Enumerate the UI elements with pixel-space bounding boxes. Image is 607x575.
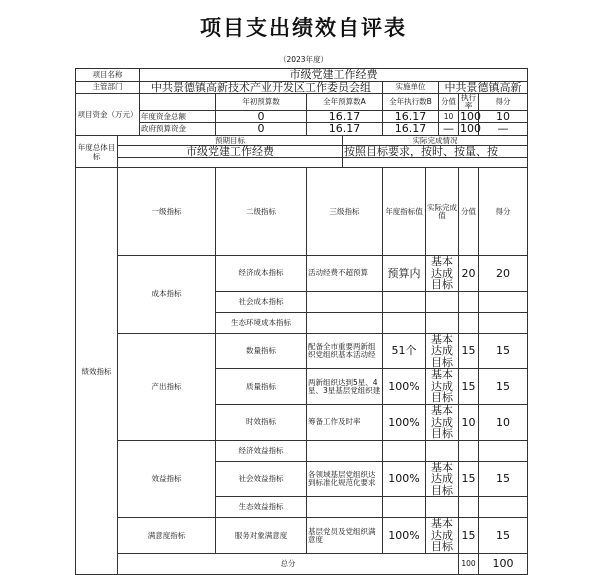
score-value-cell — [459, 497, 479, 518]
full-year-header: 全年预算数A — [307, 94, 383, 111]
page-title: 项目支出绩效自评表 — [200, 15, 407, 40]
actual-completion-label: 实际完成情况 — [343, 135, 528, 145]
annual-value-cell: 100% — [383, 369, 426, 405]
evaluation-table — [75, 68, 528, 575]
score-cell — [479, 497, 528, 518]
funds-row-name: 年度资金总额 — [140, 110, 216, 123]
score-cell — [479, 291, 528, 312]
score-header: 得分 — [479, 94, 528, 111]
total-label: 总分 — [118, 553, 459, 574]
annual-value-header: 年度指标值 — [383, 168, 426, 256]
score-value-header: 分值 — [439, 94, 459, 111]
project-name-label: 项目名称 — [76, 69, 140, 82]
level3-cell — [307, 312, 383, 333]
funds-score-value: 10 — [439, 110, 459, 123]
score-value-cell: 15 — [459, 333, 479, 369]
overall-header-row — [76, 135, 528, 145]
actual-value-cell: 基本达成目标 — [426, 256, 459, 292]
funds-full-year: 16.17 — [307, 110, 383, 123]
annual-value-cell — [383, 440, 426, 461]
score-cell — [479, 312, 528, 333]
level1-output: 产出指标 — [118, 333, 216, 440]
implementing-unit-value: 中共景德镇高新 — [439, 81, 528, 94]
funds-gov-row — [76, 123, 528, 136]
level3-cell: 各领域基层党组织达到标准化规范化要求 — [307, 461, 383, 497]
funds-score: — — [479, 123, 528, 136]
score-cell: 15 — [479, 333, 528, 369]
level3-cell — [307, 497, 383, 518]
actual-value-cell — [426, 312, 459, 333]
department-row — [76, 81, 528, 94]
level3-header: 三级指标 — [307, 168, 383, 256]
exec-rate-header: 执行率 — [459, 94, 479, 111]
actual-value-header: 实际完成值 — [426, 168, 459, 256]
level3-cell: 基层党员及党组织满意度 — [307, 518, 383, 554]
annual-value-cell — [383, 312, 426, 333]
level2-cell: 数量指标 — [216, 333, 307, 369]
level3-cell — [307, 440, 383, 461]
score-cell: 15 — [479, 518, 528, 554]
score-value-cell: 15 — [459, 461, 479, 497]
overall-content-row — [76, 145, 528, 158]
score-value-cell — [459, 440, 479, 461]
year-start-header: 年初预算数 — [216, 94, 307, 111]
total-score-value: 100 — [459, 553, 479, 574]
annual-value-cell — [383, 291, 426, 312]
score-value-cell: 20 — [459, 256, 479, 292]
indicator-header-row — [76, 168, 528, 256]
indicator-row — [76, 333, 528, 369]
level3-cell — [307, 291, 383, 312]
level2-cell: 社会效益指标 — [216, 461, 307, 497]
level1-satisfaction: 满意度指标 — [118, 518, 216, 554]
actual-value-cell: 基本达成目标 — [426, 369, 459, 405]
level1-cost: 成本指标 — [118, 256, 216, 334]
total-score: 100 — [479, 553, 528, 574]
executed-header: 全年执行数B — [383, 94, 439, 111]
indicator-row — [76, 518, 528, 554]
actual-value-cell: 基本达成目标 — [426, 461, 459, 497]
project-name-row — [76, 69, 528, 82]
annual-value-cell: 预算内 — [383, 256, 426, 292]
level2-cell: 生态效益指标 — [216, 497, 307, 518]
funds-exec-rate: 100 — [460, 109, 481, 123]
indicator-row — [76, 256, 528, 292]
annual-value-cell: 51个 — [383, 333, 426, 369]
expected-target-extra — [118, 158, 343, 168]
performance-indicator-label: 绩效指标 — [76, 168, 118, 574]
department-label: 主管部门 — [76, 81, 140, 94]
actual-value-cell — [426, 291, 459, 312]
level2-cell: 经济效益指标 — [216, 440, 307, 461]
annual-value-cell: 100% — [383, 405, 426, 441]
overall-spacer-row — [76, 158, 528, 168]
level2-cell: 时效指标 — [216, 405, 307, 441]
score-value-cell — [459, 312, 479, 333]
level3-cell: 活动经费不超预算 — [307, 256, 383, 292]
actual-value-cell: 基本达成目标 — [426, 518, 459, 554]
funds-executed: 16.17 — [383, 123, 439, 136]
score-cell — [479, 440, 528, 461]
score-cell: 15 — [479, 369, 528, 405]
score-value-cell — [459, 291, 479, 312]
score-value-cell: 10 — [459, 405, 479, 441]
expected-target-value: 市级党建工作经费 — [118, 145, 343, 158]
level3-cell: 配备全市重要两新组织党组织基本活动经 — [307, 333, 383, 369]
level2-cell: 经济成本指标 — [216, 256, 307, 292]
funds-total-row — [76, 110, 528, 123]
total-row — [76, 553, 528, 574]
funds-full-year: 16.17 — [307, 123, 383, 136]
level3-cell: 两新组织达到5星、4星、3星基层党组织建 — [307, 369, 383, 405]
funds-exec-rate: 100 — [460, 122, 481, 136]
score-cell: 15 — [479, 461, 528, 497]
score-cell: 20 — [479, 256, 528, 292]
annual-value-cell: 100% — [383, 461, 426, 497]
ind-score-value-header: 分值 — [459, 168, 479, 256]
overall-target-label: 年度总体目标 — [76, 135, 118, 168]
project-name-value: 市级党建工作经费 — [140, 69, 528, 82]
annual-value-cell — [383, 497, 426, 518]
score-value-cell: 15 — [459, 369, 479, 405]
funds-year-start: 0 — [216, 123, 307, 136]
expected-target-label: 预期目标 — [118, 135, 343, 145]
funds-blank — [140, 94, 216, 111]
funds-row-name: 政府预算资金 — [140, 123, 216, 136]
indicator-row — [76, 440, 528, 461]
report-year: （2023年度） — [278, 55, 329, 64]
actual-completion-value: 按照目标要求，按时、按量、按 — [343, 145, 528, 158]
score-value-cell: 15 — [459, 518, 479, 554]
funds-executed: 16.17 — [383, 110, 439, 123]
actual-value-cell: 基本达成目标 — [426, 333, 459, 369]
level2-cell: 质量指标 — [216, 369, 307, 405]
actual-value-cell — [426, 440, 459, 461]
annual-value-cell: 100% — [383, 518, 426, 554]
level1-header: 一级指标 — [118, 168, 216, 256]
score-cell: 10 — [479, 405, 528, 441]
actual-completion-extra — [343, 158, 528, 168]
funds-score-value: — — [439, 123, 459, 136]
actual-value-cell — [426, 497, 459, 518]
funds-label: 项目资金（万元） — [76, 94, 140, 136]
ind-score-header: 得分 — [479, 168, 528, 256]
level2-header: 二级指标 — [216, 168, 307, 256]
funds-header-row — [76, 94, 528, 111]
level2-cell: 服务对象满意度 — [216, 518, 307, 554]
level1-benefit: 效益指标 — [118, 440, 216, 518]
funds-score: 10 — [479, 110, 528, 123]
funds-year-start: 0 — [216, 110, 307, 123]
department-value: 中共景德镇高新技术产业开发区工作委员会组 — [140, 81, 383, 94]
actual-value-cell: 基本达成目标 — [426, 405, 459, 441]
level2-cell: 生态环境成本指标 — [216, 312, 307, 333]
level3-cell: 筹备工作及时率 — [307, 405, 383, 441]
level2-cell: 社会成本指标 — [216, 291, 307, 312]
implementing-unit-label: 实施单位 — [383, 81, 439, 94]
